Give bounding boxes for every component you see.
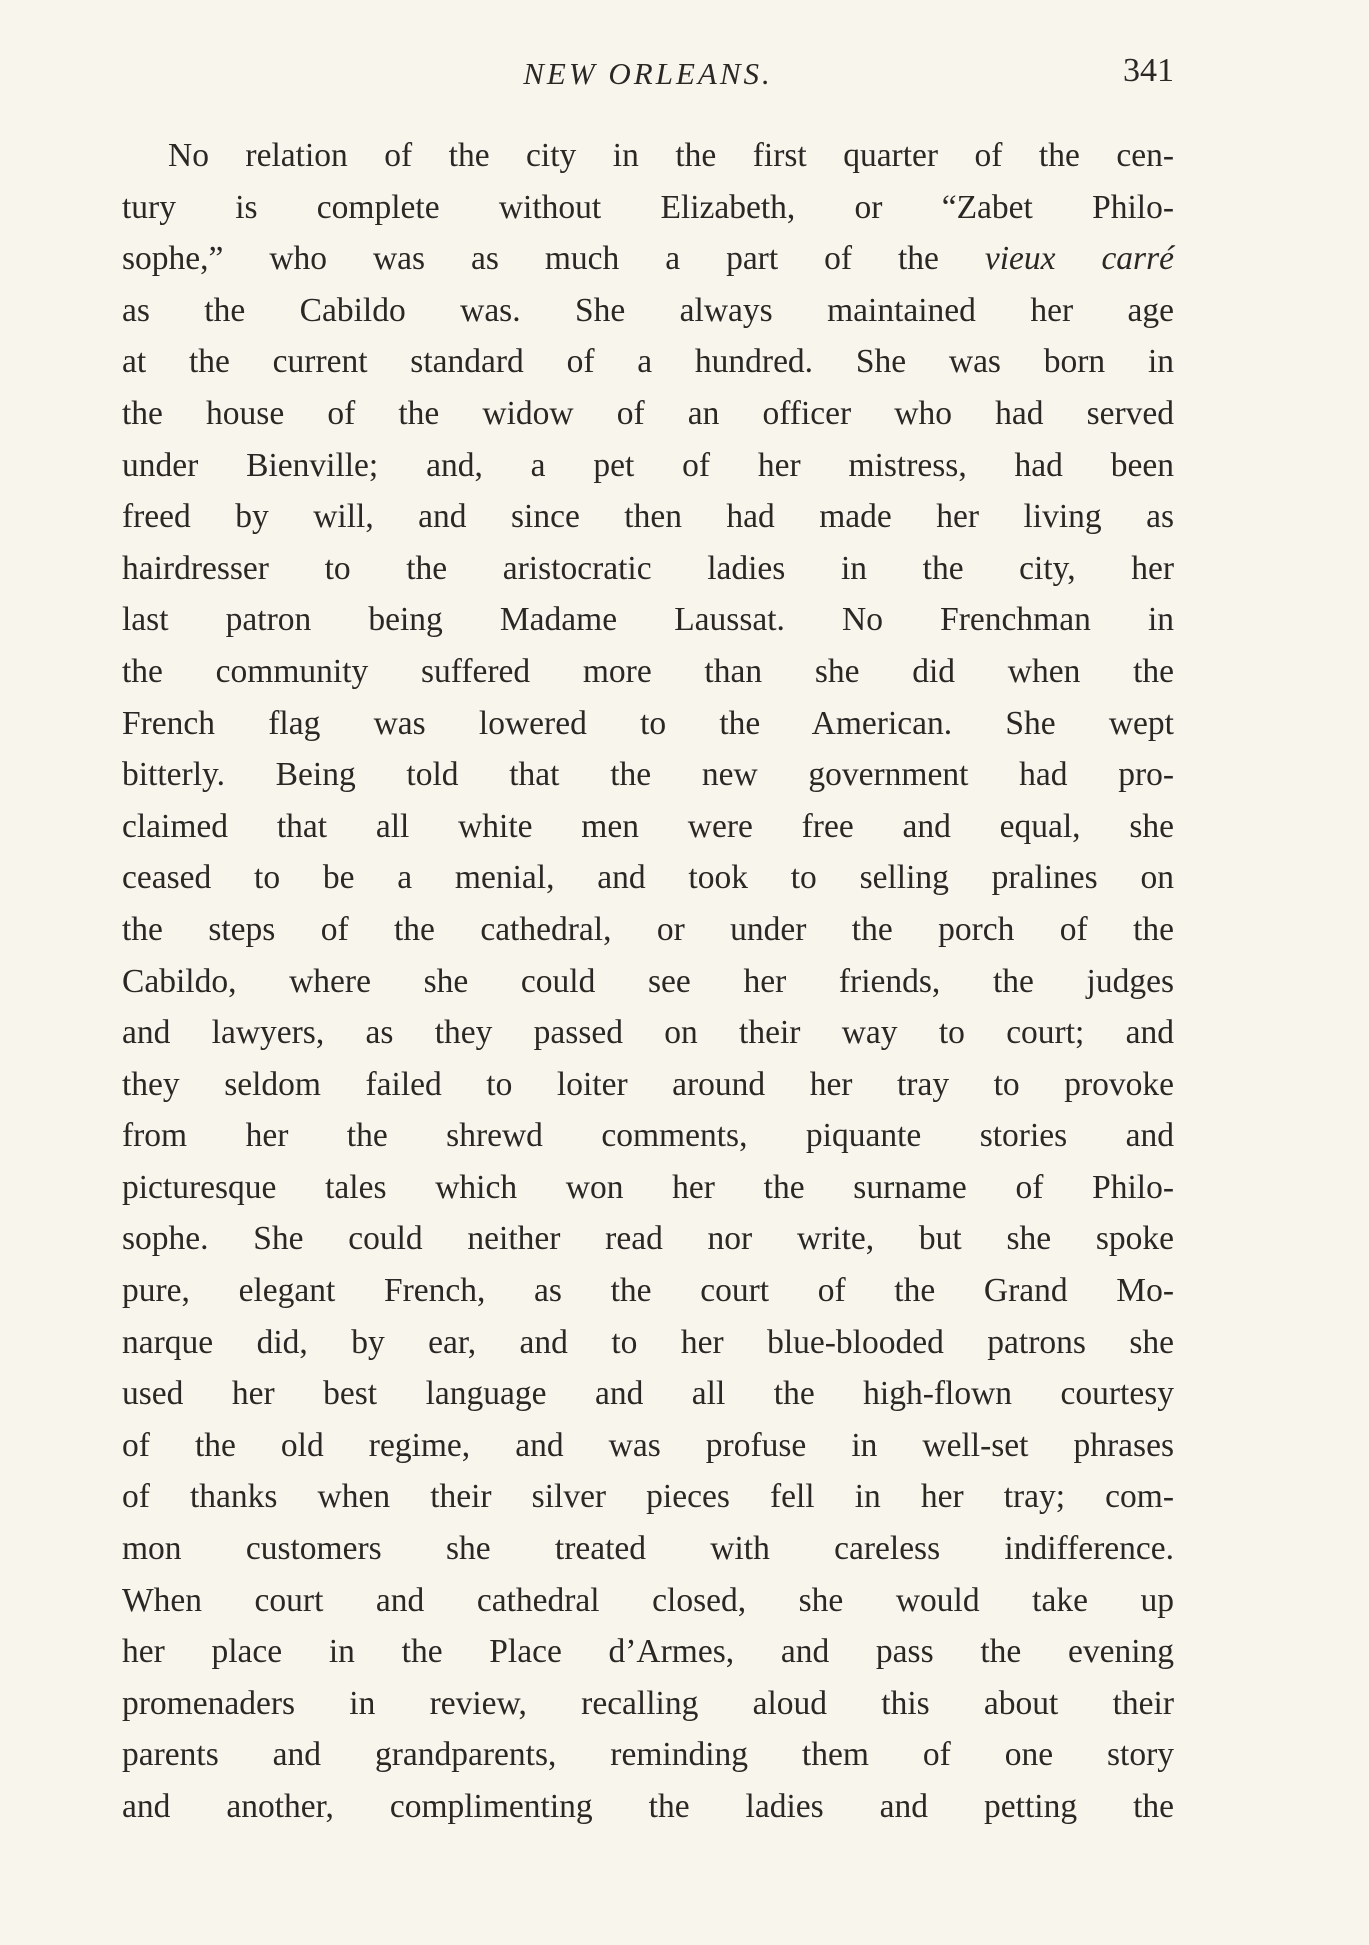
- text-line: of the old regime, and was profuse in well-set phrases: [122, 1426, 1174, 1464]
- text-line: mon customers she treated with careless indifference.: [122, 1530, 1174, 1568]
- text-line: promenaders in review, recalling aloud this about their: [122, 1684, 1174, 1722]
- text-line: and lawyers, as they passed on their way to court; and: [122, 1014, 1174, 1052]
- text-line: as the Cabildo was. She always maintained her age: [122, 291, 1174, 329]
- text-line: from her the shrewd comments, piquante stories and: [122, 1117, 1174, 1155]
- text-line: Cabildo, where she could see her friends, the judges: [122, 962, 1174, 1000]
- text-line: parents and grandparents, reminding them of one story: [122, 1736, 1174, 1774]
- text-line: When court and cathedral closed, she would take up: [122, 1581, 1174, 1619]
- text-line: the community suffered more than she did when the: [122, 652, 1174, 690]
- text-line: the house of the widow of an officer who had served: [122, 394, 1174, 432]
- text-line: at the current standard of a hundred. She was born in: [122, 343, 1174, 381]
- text-line: pure, elegant French, as the court of the Grand Mo-: [122, 1272, 1174, 1310]
- text-line: tury is complete without Elizabeth, or “Zabet Philo-: [122, 188, 1174, 226]
- text-line: they seldom failed to loiter around her tray to provoke: [122, 1065, 1174, 1103]
- page-number: 341: [1123, 52, 1174, 89]
- running-title: NEW ORLEANS.: [523, 56, 773, 91]
- text-line: French flag was lowered to the American. She wept: [122, 704, 1174, 742]
- text-line: ceased to be a menial, and took to selling pralines on: [122, 859, 1174, 897]
- text-line: narque did, by ear, and to her blue-blooded patrons she: [122, 1323, 1174, 1361]
- text-line: used her best language and all the high-flown courtesy: [122, 1375, 1174, 1413]
- text-line: her place in the Place d’Armes, and pass the evening: [122, 1633, 1174, 1671]
- text-line: picturesque tales which won her the surname of Philo-: [122, 1168, 1174, 1206]
- text-line: of thanks when their silver pieces fell in her tray; com-: [122, 1478, 1174, 1516]
- text-line: last patron being Madame Laussat. No Frenchman in: [122, 601, 1174, 639]
- text-line: claimed that all white men were free and equal, she: [122, 807, 1174, 845]
- text-line: bitterly. Being told that the new government had pro-: [122, 756, 1174, 794]
- text-line: sophe. She could neither read nor write, but she spoke: [122, 1220, 1174, 1258]
- text-line: freed by will, and since then had made her living as: [122, 498, 1174, 536]
- text-line: the steps of the cathedral, or under the porch of the: [122, 910, 1174, 948]
- italic-phrase: vieux carré: [984, 240, 1174, 278]
- text-line: hairdresser to the aristocratic ladies in the city, her: [122, 549, 1174, 587]
- running-head: [122, 50, 1174, 100]
- text-line: No relation of the city in the first quarter of the cen-: [168, 137, 1174, 174]
- text-line: under Bienville; and, a pet of her mistress, had been: [122, 446, 1174, 484]
- text-line: and another, complimenting the ladies and petting the: [122, 1788, 1174, 1825]
- body-paragraph: [122, 130, 1174, 1833]
- text-line: sophe,” who was as much a part of the vieux carré: [122, 240, 1174, 278]
